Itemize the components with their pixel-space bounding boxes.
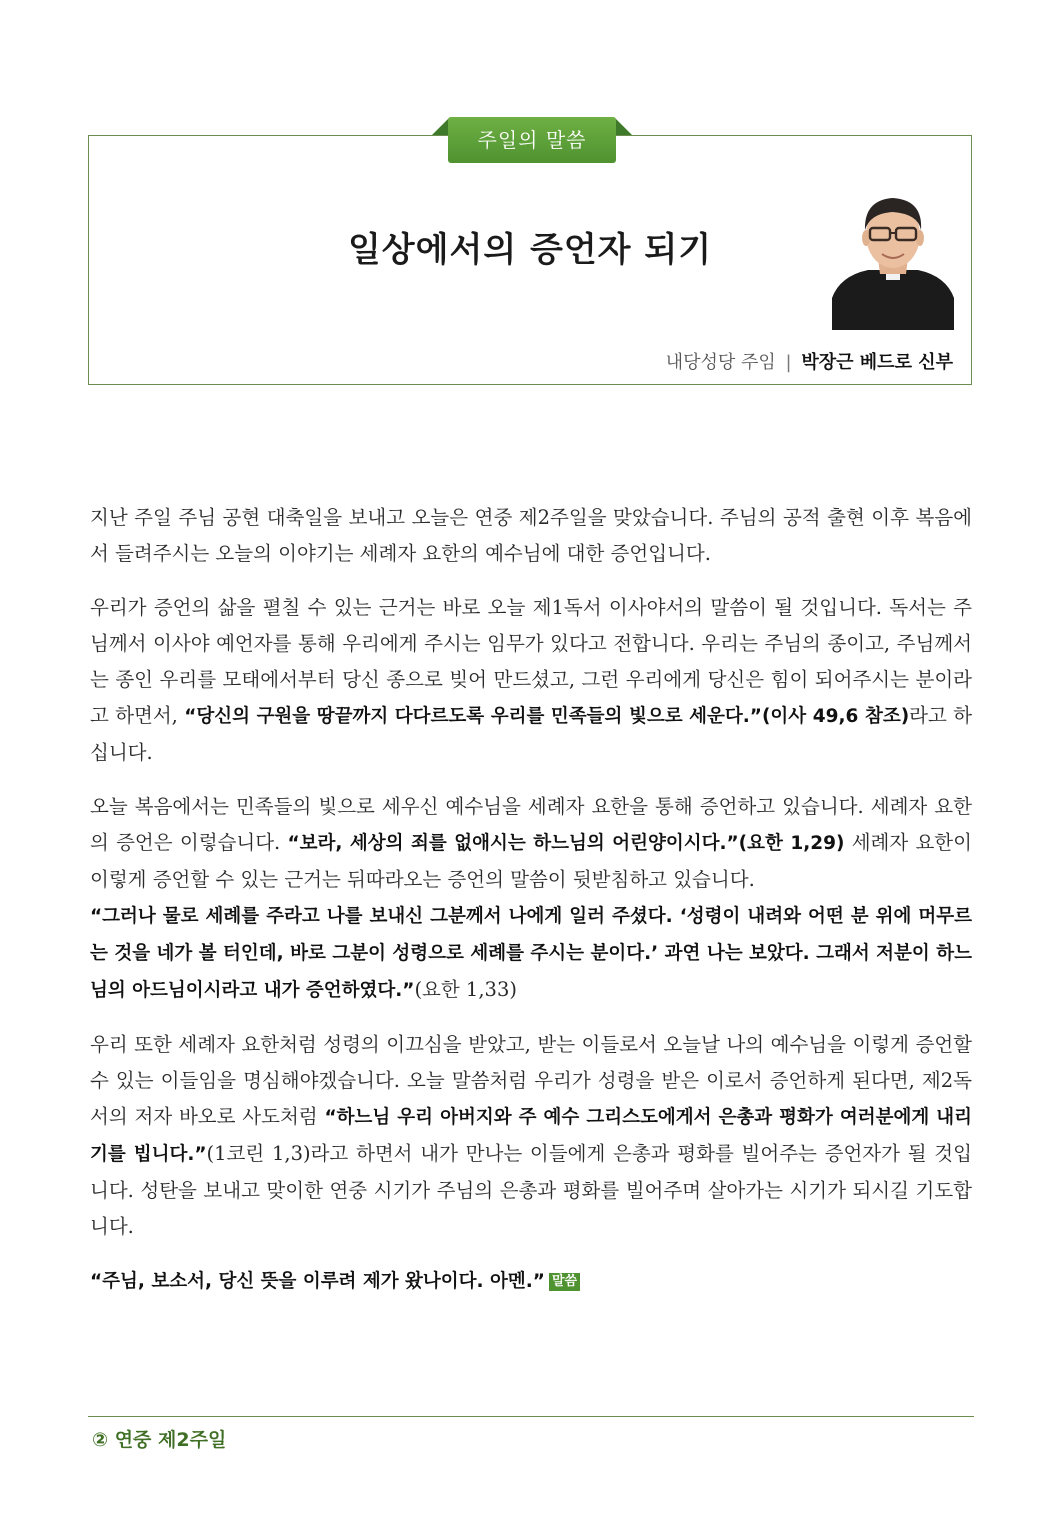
- article-body: [90, 500, 972, 1318]
- article-title: 일상에서의 증언자 되기: [347, 230, 713, 270]
- paragraph-5-quote: “하느님 우리 아버지와 주 예수 그리스도에게서 은총과 평화가 여러분에게 내리기를 빕니다.”: [90, 1107, 972, 1165]
- section-badge-label: 주일의 말씀: [448, 117, 616, 163]
- paragraph-2-end: 라고 하십니다.: [90, 704, 972, 764]
- section-badge: [432, 117, 632, 163]
- paragraph-3-quote: “보라, 세상의 죄를 없애시는 하느님의 어린양이시다.”: [287, 833, 739, 854]
- paragraph-1-text: 지난 주일 주님 공현 대축일을 보내고 오늘은 연중 제2주일을 맞았습니다. 주님의 공적 출현 이후 복음에서 들려주시는 오늘의 이야기는 세례자 요한의 예수님에 대한 증언입니다.: [90, 506, 972, 565]
- paragraph-2-citation: (이사 49,6 참조): [761, 706, 910, 727]
- author-name: 박장근 베드로 신부: [801, 352, 953, 373]
- paragraph-1: [90, 500, 972, 572]
- paragraph-4-quote: “그러나 물로 세례를 주라고 나를 보내신 그분께서 나에게 일러 주셨다. ‘성령이 내려와 어떤 분 위에 머무르는 것을 네가 볼 터인데, 바로 그분이 성령으로 세례를 주시는 분이다.’ 과연 나는 보았다. 그래서 저분이 하느님의 아드님이시라고 내가 증언하였다.”: [90, 906, 972, 1001]
- author-byline: [666, 348, 953, 374]
- paragraph-4: [90, 898, 972, 1009]
- paragraph-2-quote: “당신의 구원을 땅끝까지 다다르도록 우리를 민족들의 빛으로 세운다.”: [184, 706, 762, 727]
- author-photo: [832, 180, 954, 330]
- paragraph-3-citation: (요한 1,29): [738, 833, 845, 854]
- end-mark: 말씀: [549, 1273, 580, 1291]
- byline-separator: |: [785, 352, 792, 373]
- paragraph-5-text: 우리 또한 세례자 요한처럼 성령의 이끄심을 받았고, 받는 이들로서 오늘날 나의 예수님을 이렇게 증언할 수 있는 이들임을 명심해야겠습니다. 오늘 말씀처럼 우리가 성령을 받은 이로서 증언하게 된다면, 제2독서의 저자 바오로 사도처럼: [90, 1033, 972, 1128]
- paragraph-3: [90, 789, 972, 898]
- author-role: 내당성당 주임: [665, 352, 776, 373]
- paragraph-5-end: (1코린 1,3)라고 하면서 내가 만나는 이들에게 은총과 평화를 빌어주는 증언자가 될 것입니다. 성탄을 보내고 맞이한 연중 시기가 주님의 은총과 평화를 빌어주며 살아가는 시기가 되시길 기도합니다.: [90, 1142, 972, 1238]
- paragraph-2-text: 우리가 증언의 삶을 펼칠 수 있는 근거는 바로 오늘 제1독서 이사야서의 말씀이 될 것입니다. 독서는 주님께서 이사야 예언자를 통해 우리에게 주시는 임무가 있다고 전합니다. 우리는 주님의 종이고, 주님께서는 종인 우리를 모태에서부터 당신 종으로 빚어 만드셨고, 그런 우리에게 당신은 힘이 되어주시는 분이라고 하면서,: [90, 596, 972, 727]
- paragraph-3-text: 오늘 복음에서는 민족들의 빛으로 세우신 예수님을 세례자 요한을 통해 증언하고 있습니다. 세례자 요한의 증언은 이렇습니다.: [90, 795, 972, 854]
- paragraph-6: [90, 1263, 972, 1300]
- paragraph-5: [90, 1027, 972, 1245]
- paragraph-3-end: 세례자 요한이 이렇게 증언할 수 있는 근거는 뒤따라오는 증언의 말씀이 뒷받침하고 있습니다.: [90, 831, 972, 891]
- badge-wing-right: [614, 117, 632, 135]
- paragraph-4-citation: (요한 1,33): [414, 978, 517, 1001]
- footer-divider: [88, 1416, 974, 1417]
- closing-prayer: “주님, 보소서, 당신 뜻을 이루려 제가 왔나이다. 아멘.”: [90, 1271, 545, 1292]
- page-label: ② 연중 제2주일: [92, 1429, 227, 1451]
- priest-portrait-icon: [832, 180, 954, 330]
- paragraph-2: [90, 590, 972, 771]
